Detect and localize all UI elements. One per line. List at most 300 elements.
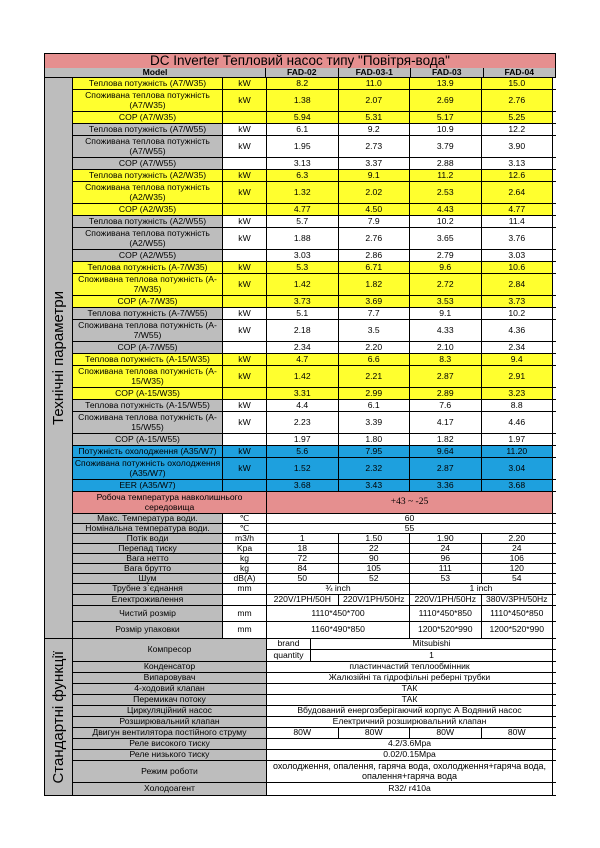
power-row (73, 595, 556, 606)
param-value: 2.02 (339, 182, 411, 203)
param-value: 120 (482, 564, 554, 573)
param-value: 5.7 (267, 216, 339, 227)
param-value: 1.90 (410, 534, 482, 543)
param-value: 3.65 (410, 228, 482, 249)
param-value: 1.52 (267, 458, 339, 479)
spec-row (73, 136, 556, 158)
param-name: Вага брутто (73, 564, 223, 573)
param-name: Споживана потужність охолодження (A35/W7) (73, 458, 223, 479)
param-value: 2.87 (410, 458, 482, 479)
param-name: Трубне з`єднання (73, 584, 223, 594)
param-value: 3.5 (339, 320, 411, 341)
param-value: 12.2 (482, 124, 554, 135)
relay-row (73, 739, 556, 750)
param-value: 105 (339, 564, 411, 573)
param-name: Компресор (73, 639, 267, 661)
param-name: Макс. Температура води. (73, 514, 223, 523)
spec-row (73, 320, 556, 342)
spec-row (73, 434, 556, 446)
param-unit: kW (223, 308, 267, 319)
param-value: 9.1 (410, 308, 482, 319)
spec-row (73, 90, 556, 112)
param-value: 9.64 (410, 446, 482, 457)
param-unit: kW (223, 228, 267, 249)
param-unit (223, 204, 267, 215)
param-name: COP (A-15/W35) (73, 388, 223, 399)
param-unit (223, 342, 267, 353)
param-name: Теплова потужність (A2/W35) (73, 170, 223, 181)
param-value: 2.07 (339, 90, 411, 111)
param-value: 55 (267, 524, 553, 533)
param-name: Теплова потужність (A7/W55) (73, 124, 223, 135)
param-name: Потужність охолодження (A35/W7) (73, 446, 223, 457)
param-value: 5.25 (482, 112, 554, 123)
param-value: 2.34 (482, 342, 554, 353)
param-value: 4.36 (482, 320, 554, 341)
param-value: 220V/1PH/50Hz (410, 595, 482, 605)
spec-row (73, 228, 556, 250)
param-unit: kW (223, 90, 267, 111)
param-value: 3.76 (482, 228, 554, 249)
param-name: Номінальна температура води. (73, 524, 223, 533)
param-name: Режим роботи (73, 761, 267, 782)
param-name: Випаровувач (73, 673, 267, 683)
param-name: 4-ходовий клапан (73, 684, 267, 694)
param-value: 1.42 (267, 366, 339, 387)
param-name: Споживана теплова потужність (A-7/W55) (73, 320, 223, 341)
param-unit (223, 595, 267, 605)
param-value: 1.97 (482, 434, 554, 445)
param-unit: kW (223, 124, 267, 135)
param-value: 8.8 (482, 400, 554, 411)
param-name: Споживана теплова потужність (A7/W35) (73, 90, 223, 111)
param-value: 8.2 (267, 78, 339, 89)
function-row (73, 662, 556, 673)
refrigerant-row (73, 783, 556, 795)
param-value: 7.6 (410, 400, 482, 411)
param-unit (223, 250, 267, 261)
param-value: 2.64 (482, 182, 554, 203)
spec-row (73, 250, 556, 262)
param-value: 3.37 (339, 158, 411, 169)
spec-row (73, 158, 556, 170)
param-value: 90 (339, 554, 411, 563)
param-name: Конденсатор (73, 662, 267, 672)
param-value: 6.71 (339, 262, 411, 273)
param-value: 11.0 (339, 78, 411, 89)
param-value: 111 (410, 564, 482, 573)
param-value: 5.94 (267, 112, 339, 123)
param-value: 2.79 (410, 250, 482, 261)
param-value: 15.0 (482, 78, 554, 89)
param-value: Електричний розширювальний клапан (267, 717, 553, 727)
spec-row (73, 400, 556, 412)
param-value: 0.02/0.15Mpa (267, 750, 553, 760)
spec-row (73, 204, 556, 216)
function-row (73, 695, 556, 706)
param-value: 3.31 (267, 388, 339, 399)
param-value: 84 (267, 564, 339, 573)
param-value: 3.53 (410, 296, 482, 307)
param-value: 3.43 (339, 480, 411, 491)
param-value: 5.6 (267, 446, 339, 457)
param-value: 60 (267, 514, 553, 523)
param-value: 3.73 (482, 296, 554, 307)
param-value: 1.88 (267, 228, 339, 249)
header-row (44, 68, 556, 78)
param-value: 2.10 (410, 342, 482, 353)
param-value: 24 (482, 544, 554, 553)
param-value: 52 (339, 574, 411, 583)
param-unit: kW (223, 216, 267, 227)
param-name: COP (A-15/W55) (73, 434, 223, 445)
param-name: Розширювальний клапан (73, 717, 267, 727)
spec-row (73, 458, 556, 480)
param-value: 13.9 (410, 78, 482, 89)
standard-section-label: Стандартні функції (45, 639, 73, 795)
param-value: 2.89 (410, 388, 482, 399)
param-name: Чистий розмір (73, 606, 223, 621)
fan-row (73, 728, 556, 739)
spec-row (73, 388, 556, 400)
param-value: 9.6 (410, 262, 482, 273)
param-value: 8.3 (410, 354, 482, 365)
sheet-title: DC Inverter Тепловий насос типу "Повітря-вода" (44, 54, 556, 69)
param-name: COP (A-7/W35) (73, 296, 223, 307)
param-unit (223, 158, 267, 169)
spec-row (73, 296, 556, 308)
param-unit: kg (223, 554, 267, 563)
param-value: 1.97 (267, 434, 339, 445)
param-name: Споживана теплова потужність (A-15/W35) (73, 366, 223, 387)
param-value: 1.95 (267, 136, 339, 157)
param-value: 220V/1PH/50Hz (339, 595, 411, 605)
relay-row (73, 750, 556, 761)
spec-row (73, 564, 556, 574)
param-unit: kW (223, 182, 267, 203)
param-name: Шум (73, 574, 223, 583)
param-unit: kW (223, 354, 267, 365)
param-value: 3.90 (482, 136, 554, 157)
param-name: EER (A35/W7) (73, 480, 223, 491)
param-unit: mm (223, 584, 267, 594)
param-unit: brand (267, 639, 311, 649)
param-value: 2.18 (267, 320, 339, 341)
model-col: FAD-04 (484, 68, 557, 77)
param-unit: quantity (267, 650, 311, 661)
param-value: 380V/3PH/50Hz (482, 595, 554, 605)
param-unit: kW (223, 170, 267, 181)
param-value: 5.1 (267, 308, 339, 319)
param-name: Робоча температура навколишнього середовища (73, 492, 267, 513)
param-value: ТАК (267, 684, 553, 694)
param-value: 3.13 (482, 158, 554, 169)
model-col: FAD-03 (411, 68, 484, 77)
param-value: 1110*450*850 (410, 606, 482, 621)
param-value: 4.50 (339, 204, 411, 215)
param-value: охолодження, опалення, гаряча вода, охолодження+гаряча вода, опалення+гаряча вода (267, 761, 553, 782)
param-value: 2.20 (339, 342, 411, 353)
param-value: 53 (410, 574, 482, 583)
param-value: 11.2 (410, 170, 482, 181)
param-value: 12.6 (482, 170, 554, 181)
param-value: 18 (267, 544, 339, 553)
param-unit: ℃ (223, 514, 267, 523)
param-unit (223, 296, 267, 307)
technical-section-label: Технічні параметри (45, 78, 73, 638)
param-value: Вбудований енергозберігаючий корпус А Водяний насос (267, 706, 553, 716)
param-value: 3.13 (267, 158, 339, 169)
param-value: 1200*520*990 (482, 622, 554, 638)
param-value: 4.17 (410, 412, 482, 433)
function-row (73, 673, 556, 684)
param-value: 2.76 (339, 228, 411, 249)
spec-row (73, 366, 556, 388)
param-value: 1.38 (267, 90, 339, 111)
param-unit: kW (223, 400, 267, 411)
param-name: COP (A2/W35) (73, 204, 223, 215)
param-value: 3.03 (482, 250, 554, 261)
param-value: 1 (267, 534, 339, 543)
param-value: 10.2 (410, 216, 482, 227)
param-name: Теплова потужність (A-15/W55) (73, 400, 223, 411)
spec-row (73, 480, 556, 492)
param-value: 4.4 (267, 400, 339, 411)
param-value: 80W (410, 728, 482, 738)
param-value: 24 (410, 544, 482, 553)
param-value: 6.1 (339, 400, 411, 411)
param-value: 3.23 (482, 388, 554, 399)
param-unit: Kpa (223, 544, 267, 553)
param-value: 2.53 (410, 182, 482, 203)
param-value: 10.6 (482, 262, 554, 273)
param-unit: kW (223, 366, 267, 387)
param-value: 2.69 (410, 90, 482, 111)
param-value: 2.20 (482, 534, 554, 543)
spec-row (73, 544, 556, 554)
param-name: COP (A2/W55) (73, 250, 223, 261)
compressor-brand-row (267, 639, 556, 650)
param-value: 3.73 (267, 296, 339, 307)
spec-row (73, 170, 556, 182)
param-value: 2.84 (482, 274, 554, 295)
spec-row (73, 574, 556, 584)
param-value: 1.32 (267, 182, 339, 203)
param-value: 3.79 (410, 136, 482, 157)
param-name: Двигун вентилятора постійного струму (73, 728, 267, 738)
param-value: 3.36 (410, 480, 482, 491)
param-value: 2.76 (482, 90, 554, 111)
param-name: Реле високого тиску (73, 739, 267, 749)
param-value: 3.03 (267, 250, 339, 261)
param-value: 2.99 (339, 388, 411, 399)
param-value: 3.68 (267, 480, 339, 491)
model-col: FAD-02 (266, 68, 339, 77)
param-value: 54 (482, 574, 554, 583)
param-unit (223, 388, 267, 399)
param-value: 22 (339, 544, 411, 553)
spec-row (73, 342, 556, 354)
param-name: Потік води (73, 534, 223, 543)
spec-row (73, 446, 556, 458)
param-name: Розмір упаковки (73, 622, 223, 638)
param-unit: m3/h (223, 534, 267, 543)
param-value: 2.73 (339, 136, 411, 157)
param-name: Споживана теплова потужність (A2/W35) (73, 182, 223, 203)
param-value: +43 ~ -25 (267, 492, 553, 513)
param-value: 2.91 (482, 366, 554, 387)
compressor-qty-row (267, 650, 556, 661)
param-unit: mm (223, 606, 267, 621)
param-name: COP (A7/W55) (73, 158, 223, 169)
param-value: 10.9 (410, 124, 482, 135)
param-name: Теплова потужність (A-7/W35) (73, 262, 223, 273)
param-value: 2.32 (339, 458, 411, 479)
param-value: 80W (267, 728, 339, 738)
model-col: FAD-03-1 (339, 68, 412, 77)
param-value: 1110*450*850 (482, 606, 554, 621)
param-name: COP (A-7/W55) (73, 342, 223, 353)
param-value: 4.7 (267, 354, 339, 365)
param-value: 220V/1PH/50H (267, 595, 339, 605)
param-name: Реле низького тиску (73, 750, 267, 760)
param-unit: ℃ (223, 524, 267, 533)
param-value: 3.68 (482, 480, 554, 491)
param-value: 4.46 (482, 412, 554, 433)
param-unit (223, 112, 267, 123)
spec-row (73, 274, 556, 296)
param-name: COP (A7/W35) (73, 112, 223, 123)
param-value: 2.34 (267, 342, 339, 353)
param-value: 2.88 (410, 158, 482, 169)
param-value: 7.9 (339, 216, 411, 227)
param-value: 3.39 (339, 412, 411, 433)
pack_size-row (73, 622, 556, 638)
param-value: 80W (482, 728, 554, 738)
param-value: 1.42 (267, 274, 339, 295)
param-name: Теплова потужність (A2/W55) (73, 216, 223, 227)
param-value: 10.2 (482, 308, 554, 319)
param-name: Теплова потужність (A7/W35) (73, 78, 223, 89)
spec-row (73, 262, 556, 274)
spec-row (73, 124, 556, 136)
spec-row (73, 216, 556, 228)
param-value: 9.4 (482, 354, 554, 365)
param-unit: kW (223, 78, 267, 89)
model-header: Model (44, 68, 266, 77)
param-value: 80W (339, 728, 411, 738)
param-value: пластинчастий теплообмінник (267, 662, 553, 672)
spec-sheet (44, 53, 556, 796)
technical-block (44, 78, 556, 639)
param-value: 96 (410, 554, 482, 563)
param-value: 2.86 (339, 250, 411, 261)
param-value: 72 (267, 554, 339, 563)
spec-row (73, 534, 556, 544)
spec-row (73, 182, 556, 204)
param-value: 1.80 (339, 434, 411, 445)
param-name: Перепад тиску (73, 544, 223, 553)
function-row (73, 684, 556, 695)
param-value: 4.33 (410, 320, 482, 341)
net_size-row (73, 606, 556, 622)
param-value: 2.87 (410, 366, 482, 387)
ambient-row (73, 492, 556, 514)
mode-row (73, 761, 556, 783)
param-value: 9.2 (339, 124, 411, 135)
param-unit: kW (223, 446, 267, 457)
merged-row (73, 524, 556, 534)
param-value: 1160*490*850 (267, 622, 410, 638)
param-unit: kW (223, 458, 267, 479)
function-row (73, 706, 556, 717)
merged-row (73, 514, 556, 524)
spec-row (73, 112, 556, 124)
param-unit: kg (223, 564, 267, 573)
function-row (73, 717, 556, 728)
param-value: 4.2/3.6Mpa (267, 739, 553, 749)
param-value: 6.6 (339, 354, 411, 365)
param-value: Жалюзійні та гідрофільні реберні трубки (267, 673, 553, 683)
param-unit (223, 480, 267, 491)
param-value: 1.82 (410, 434, 482, 445)
param-name: Споживана теплова потужність (A-15/W55) (73, 412, 223, 433)
param-value: 4.77 (482, 204, 554, 215)
param-value: R32/ r410a (267, 783, 553, 795)
param-value: 1.50 (339, 534, 411, 543)
param-value: 2.23 (267, 412, 339, 433)
param-name: Перемикач потоку (73, 695, 267, 705)
param-value: 1.82 (339, 274, 411, 295)
param-value: ¾ inch (267, 584, 410, 594)
param-value: 1 inch (410, 584, 553, 594)
param-value: 7.7 (339, 308, 411, 319)
param-name: Електроживлення (73, 595, 223, 605)
param-value: 2.21 (339, 366, 411, 387)
spec-row (73, 354, 556, 366)
param-unit: dB(A) (223, 574, 267, 583)
compressor-block (73, 639, 556, 662)
param-value: 4.77 (267, 204, 339, 215)
param-value: 1200*520*990 (410, 622, 482, 638)
param-value: 4.43 (410, 204, 482, 215)
param-value: 11.20 (482, 446, 554, 457)
spec-row (73, 308, 556, 320)
spec-row (73, 78, 556, 90)
standard-block (44, 639, 556, 796)
param-value: 50 (267, 574, 339, 583)
param-name: Вага нетто (73, 554, 223, 563)
spec-row (73, 554, 556, 564)
param-value: ТАК (267, 695, 553, 705)
param-value: 9.1 (339, 170, 411, 181)
param-unit: kW (223, 262, 267, 273)
param-value: 1 (311, 650, 553, 661)
param-value: 5.31 (339, 112, 411, 123)
param-value: 1110*450*700 (267, 606, 410, 621)
param-value: 3.04 (482, 458, 554, 479)
param-unit: mm (223, 622, 267, 638)
param-unit: kW (223, 136, 267, 157)
param-value: 5.3 (267, 262, 339, 273)
param-value: 3.69 (339, 296, 411, 307)
param-value: 2.72 (410, 274, 482, 295)
param-value: 7.95 (339, 446, 411, 457)
param-name: Циркуляційний насос (73, 706, 267, 716)
spec-row (73, 412, 556, 434)
param-unit (223, 434, 267, 445)
param-value: Mitsubishi (311, 639, 553, 649)
